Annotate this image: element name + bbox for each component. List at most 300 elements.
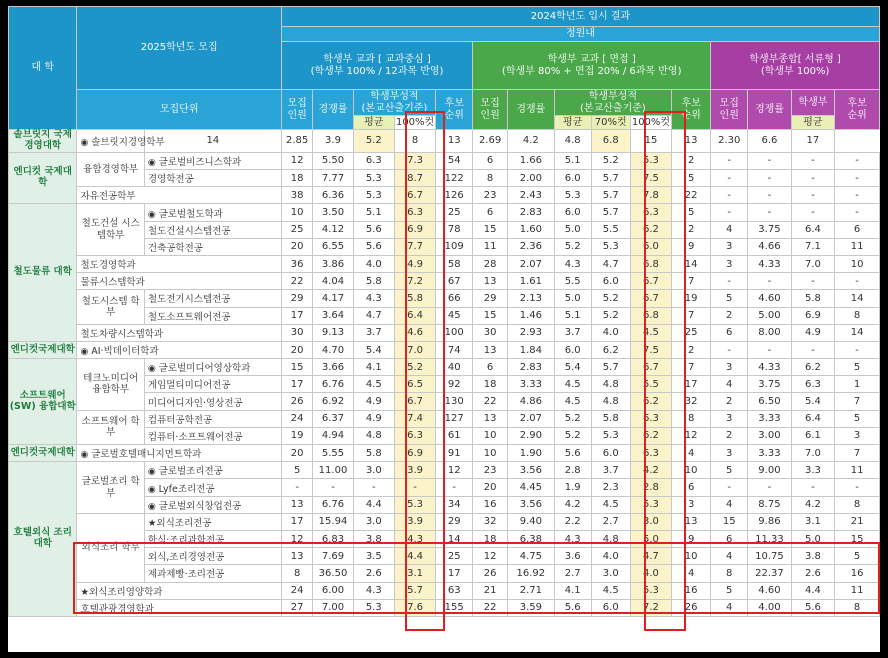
g3-cell: 4.60 [748,290,791,307]
g2-cell: 6.2 [630,393,671,410]
g1-cell: 17 [281,513,313,530]
g2-cell: 3.7 [554,324,591,341]
g3-cell: 3 [711,410,748,427]
header-jeongwonnae: 정원내 [281,27,879,42]
g3-cell: 6.4 [791,221,834,238]
g3-cell: - [835,170,880,187]
g2-cell: 2.7 [591,513,630,530]
g1-cell: 18 [281,170,313,187]
header-g2-avg: 평균 [554,116,591,130]
g2-cell: 5.2 [591,307,630,324]
g2-cell: 5.1 [554,152,591,169]
g2-cell: 4.0 [630,565,671,582]
header-group-3: 학생부종합[ 서류형 ] (학생부 100%) [711,42,880,90]
g2-cell: 3.0 [591,565,630,582]
g1-cell: 20 [281,238,313,255]
table-row [9,341,880,358]
g2-cell: 6.2 [630,427,671,444]
g1-cell: 54 [436,152,473,169]
g2-cell: 19 [672,290,711,307]
header-g1-avg: 평균 [353,116,394,130]
g2-cell: 4.3 [554,530,591,547]
g2-cell: 4.5 [591,496,630,513]
g3-cell: 6 [711,324,748,341]
major-cell: 물류시스템학과 [77,273,281,290]
g2-cell: 6 [473,359,508,376]
dept-cell: 소프트웨어 학부 [77,410,144,444]
g1-cell: 5.8 [394,290,435,307]
g1-cell: 4.3 [394,530,435,547]
g1-cell: 24 [281,410,313,427]
g3-cell: - [711,341,748,358]
header-g1-grade: 학생부성적 (본교산출기준) [353,90,436,116]
g2-cell: 29 [473,290,508,307]
g1-cell: 25 [436,204,473,221]
header-g1-100cut: 100%컷 [395,116,435,128]
g2-cell: 6.2 [630,221,671,238]
g1-cell: 4.6 [394,324,435,341]
g2-cell: 1.61 [507,273,554,290]
univ-cell: 엔디컷 국제대학 [9,152,77,204]
g2-cell: 5.6 [554,599,591,616]
major-cell: 건축공학전공 [144,238,281,255]
g3-cell: - [835,479,880,496]
g3-cell: - [791,204,834,221]
g2-cell: 2.8 [630,479,671,496]
g3-cell: 6.3 [791,376,834,393]
g3-cell: 3.8 [791,548,834,565]
g3-cell: 6.9 [791,307,834,324]
g2-cell: 5 [672,170,711,187]
g3-cell: - [791,479,834,496]
g3-cell: 13 [672,130,711,153]
g1-cell: 12 [436,462,473,479]
g1-cell: 7.77 [313,170,353,187]
g2-cell: 1.46 [507,307,554,324]
g1-cell: 3.1 [394,565,435,582]
g2-cell: 25 [672,324,711,341]
g1-cell: 19 [281,427,313,444]
g3-cell: 8 [711,565,748,582]
g3-cell: 6.6 [748,130,791,153]
g1-cell: 63 [436,582,473,599]
g1-cell: 5.6 [353,238,394,255]
g2-cell: 2.36 [507,238,554,255]
g1-cell: 3.9 [313,130,353,153]
univ-cell: 호텔외식 조리대학 [9,462,77,617]
dept-cell: 철도건설 시스템학부 [77,204,144,256]
g1-cell: 7.2 [394,273,435,290]
g1-cell: 3.7 [353,324,394,341]
g1-cell: 45 [436,307,473,324]
g3-cell: 3 [835,427,880,444]
g3-cell: - [711,204,748,221]
g2-cell: 21 [473,582,508,599]
g1-cell: 66 [436,290,473,307]
g2-cell: 5.5 [554,273,591,290]
g1-cell: 92 [436,376,473,393]
g3-cell: - [791,152,834,169]
g2-cell: 5.2 [554,410,591,427]
g1-cell: 10 [281,204,313,221]
g2-cell: 1.66 [507,152,554,169]
g1-cell: 130 [436,393,473,410]
g3-cell: 5 [711,462,748,479]
g1-cell: 61 [436,427,473,444]
g2-cell: 6 [473,152,508,169]
g3-cell: 3 [711,255,748,272]
g1-cell: 6.36 [313,187,353,204]
g3-cell: 4.60 [748,582,791,599]
header-g1-competition: 경쟁률 [313,90,353,130]
g1-cell: 8 [281,565,313,582]
g2-cell: 5.7 [591,359,630,376]
g2-cell: 7 [672,359,711,376]
g3-cell: - [711,170,748,187]
g1-cell: 6.76 [313,496,353,513]
g1-cell: 20 [281,341,313,358]
g3-cell: - [711,152,748,169]
g3-cell: 5 [835,548,880,565]
g2-cell: 7 [672,307,711,324]
g3-cell: 9.86 [748,513,791,530]
g2-cell: 5.7 [591,204,630,221]
g3-cell: 5.8 [791,290,834,307]
table-row [9,130,880,153]
g2-cell: 4.8 [591,530,630,547]
g1-cell: 12 [281,152,313,169]
g2-cell: 15 [630,130,671,153]
header-g1-waitlist: 후보 순위 [436,90,473,130]
g2-cell: 1.84 [507,341,554,358]
g1-cell: 5.3 [353,170,394,187]
g2-cell: 1.60 [507,221,554,238]
g2-cell: 2.3 [591,479,630,496]
g2-cell: 2.83 [507,359,554,376]
g1-cell: 100 [436,324,473,341]
g1-cell: 7.0 [394,341,435,358]
g2-cell: 6.38 [507,530,554,547]
g2-cell: 4.1 [554,582,591,599]
g3-cell: 4.33 [748,359,791,376]
g2-cell: 3 [672,496,711,513]
g3-cell: - [791,170,834,187]
g2-cell: 4 [672,565,711,582]
g1-cell: 3.64 [313,307,353,324]
header-g2-grade: 학생부성적 (본교산출기준) [554,90,671,116]
g1-cell: 6.3 [394,427,435,444]
g2-cell: 3.56 [507,496,554,513]
g1-cell: 20 [281,445,313,462]
g3-cell: 6.50 [748,393,791,410]
header-g2-100cut: 100%컷 [631,116,671,128]
g2-cell: 4.5 [630,324,671,341]
g3-cell: 4 [711,599,748,616]
g2-cell: 28 [473,255,508,272]
g1-cell: 4.7 [353,307,394,324]
table-row [9,462,880,479]
g3-cell: 2.6 [791,565,834,582]
major-cell: ◉ Lyfe조리전공 [144,479,281,496]
g2-cell: 4.2 [630,462,671,479]
g1-cell: 14 [144,130,281,153]
g2-cell: 7.8 [630,187,671,204]
table-row [9,204,880,221]
g1-cell: 6.37 [313,410,353,427]
g3-cell: 22.37 [748,565,791,582]
g1-cell: 30 [281,324,313,341]
g2-cell: 23 [473,462,508,479]
g2-cell: 4.2 [554,496,591,513]
g2-cell: 6.8 [630,255,671,272]
g2-cell: 6 [473,204,508,221]
g3-cell: - [711,187,748,204]
dept-cell: 외식조리 학부 [77,513,144,582]
g1-cell: 4.04 [313,273,353,290]
g1-cell: 17 [281,307,313,324]
g3-cell: - [748,273,791,290]
g3-cell: - [748,187,791,204]
g2-cell: 2.07 [507,410,554,427]
g1-cell: 4.70 [313,341,353,358]
g2-cell: 20 [473,479,508,496]
g2-cell: 32 [672,393,711,410]
g2-cell: 16.92 [507,565,554,582]
major-cell: 경영학전공 [144,170,281,187]
g1-cell: 4.12 [313,221,353,238]
g2-cell: 5.2 [591,290,630,307]
table-row [9,359,880,376]
g2-cell: 6.0 [554,170,591,187]
g2-cell: 3.0 [630,513,671,530]
g2-cell: 7 [672,273,711,290]
g2-cell: 2.43 [507,187,554,204]
g3-cell: 7.1 [791,238,834,255]
g1-cell: 4.9 [394,255,435,272]
g3-cell: 3.75 [748,376,791,393]
major-cell: ◉ 글로벌비즈니스학과 [144,152,281,169]
g1-cell: 11.00 [313,462,353,479]
g1-cell: 6.92 [313,393,353,410]
univ-cell: 솔브릿지 국제경영대학 [9,130,77,153]
g3-cell: 5 [835,359,880,376]
g1-cell: 6.4 [394,307,435,324]
major-cell: 철도건설시스템전공 [144,221,281,238]
g2-cell: 6.3 [630,204,671,221]
g3-cell: 5 [711,290,748,307]
g3-cell: 3.33 [748,445,791,462]
dept-cell: 철도시스템 학부 [77,290,144,324]
g2-cell: 2 [672,152,711,169]
table-row [9,290,880,307]
g2-cell: 17 [672,376,711,393]
g2-cell: 4.0 [591,324,630,341]
header-g3-waitlist: 후보 순위 [835,90,880,130]
g2-cell: 4.0 [591,548,630,565]
g3-cell: 7 [835,393,880,410]
g2-cell: 16 [672,582,711,599]
g2-cell: 5.3 [591,238,630,255]
g3-cell: 3.3 [791,462,834,479]
g2-cell: 4.5 [591,582,630,599]
g1-cell: 5.50 [313,152,353,169]
g3-cell: - [748,152,791,169]
g2-cell: 8 [672,410,711,427]
g3-cell: 11 [835,582,880,599]
g3-cell: 10.75 [748,548,791,565]
g2-cell: 22 [473,599,508,616]
g2-cell: 4.75 [507,548,554,565]
g2-cell: 30 [473,324,508,341]
g3-cell: - [835,273,880,290]
g1-cell: 3.9 [394,462,435,479]
g2-cell: 2.8 [554,462,591,479]
g2-cell: 4.7 [591,255,630,272]
g2-cell: 3.7 [591,462,630,479]
major-cell: 컴퓨터·소프트웨어전공 [144,427,281,444]
g3-cell: 2 [711,427,748,444]
g2-cell: 4 [672,445,711,462]
g2-cell: 3.56 [507,462,554,479]
g3-cell: 5.6 [791,599,834,616]
g2-cell: 2.13 [507,290,554,307]
g1-cell: 6.9 [394,221,435,238]
g3-cell: 10 [835,255,880,272]
table-row [9,152,880,169]
g1-cell: 7.4 [394,410,435,427]
g1-cell: 29 [281,290,313,307]
table-row [9,582,880,599]
g2-cell: 4.8 [591,393,630,410]
g1-cell: 6.7 [394,393,435,410]
g2-cell: 11 [473,238,508,255]
g2-cell: 3.6 [554,548,591,565]
g1-cell: 6.83 [313,530,353,547]
g1-cell: 7.00 [313,599,353,616]
g1-cell: - [353,479,394,496]
g1-cell: 26 [281,393,313,410]
g1-cell: 58 [436,255,473,272]
g2-cell: 6.0 [591,273,630,290]
g1-cell: 5.4 [353,341,394,358]
g1-cell: 5.8 [353,445,394,462]
g2-cell: 2.2 [554,513,591,530]
g2-cell: 13 [473,273,508,290]
g3-cell: 5 [835,410,880,427]
g1-cell: 2.6 [353,565,394,582]
g3-cell: 5 [711,582,748,599]
g2-cell: 2.83 [507,204,554,221]
g1-cell: 4.94 [313,427,353,444]
univ-cell: 엔디컷국제대학 [9,445,77,462]
g1-cell: 78 [436,221,473,238]
g2-cell: 7.2 [630,599,671,616]
g2-cell: 13 [473,341,508,358]
g2-cell: 12 [672,427,711,444]
g2-cell: 4.86 [507,393,554,410]
g2-cell: 4.8 [591,376,630,393]
g2-cell: 5.4 [554,359,591,376]
g3-cell: 4.33 [748,255,791,272]
g3-cell: 2 [711,393,748,410]
major-cell: ★ 외식조리영양학과 [77,582,281,599]
g2-cell: 22 [473,393,508,410]
g1-cell: 6.3 [394,204,435,221]
g3-cell: - [748,341,791,358]
g2-cell: 6.2 [591,341,630,358]
g1-cell: 5.3 [353,187,394,204]
g2-cell: 15 [473,307,508,324]
g2-cell: 5.2 [554,427,591,444]
results-body [9,130,880,617]
g3-cell: 3 [711,238,748,255]
major-cell: ◉ AI·빅데이터학과 [77,341,281,358]
major-cell: 외식,조리경영전공 [144,548,281,565]
g3-cell: - [791,187,834,204]
g1-cell: 38 [281,187,313,204]
g3-cell: 3.33 [748,410,791,427]
g3-cell: 2 [711,307,748,324]
g1-cell: 9.13 [313,324,353,341]
g3-cell: 4.2 [791,496,834,513]
g2-cell: 9 [672,238,711,255]
g1-cell: 36 [281,255,313,272]
major-cell: 철도경영학과 [77,255,281,272]
g1-cell: 25 [436,548,473,565]
g1-cell: 4.3 [353,582,394,599]
major-cell: 미디어디자인·영상전공 [144,393,281,410]
g1-cell: 40 [436,359,473,376]
g1-cell: 5 [281,462,313,479]
major-cell: ◉ 글로벌외식창업전공 [144,496,281,513]
g3-cell: 4 [711,548,748,565]
g1-cell: 8.7 [394,170,435,187]
g2-cell: 13 [672,513,711,530]
g3-cell: 8 [835,496,880,513]
g1-cell: 12 [281,530,313,547]
g1-cell: 4.1 [353,359,394,376]
g3-cell: 7 [835,445,880,462]
g2-cell: 18 [473,376,508,393]
g2-cell: 2.7 [554,565,591,582]
g1-cell: 15 [281,359,313,376]
g2-cell: 4.5 [554,376,591,393]
g1-cell: 5.55 [313,445,353,462]
g2-cell: 5.3 [591,427,630,444]
g1-cell: 15.94 [313,513,353,530]
g3-cell: - [835,341,880,358]
g1-cell: 7.69 [313,548,353,565]
g3-cell: - [835,152,880,169]
g1-cell: 4.4 [394,548,435,565]
header-group-2: 학생부 교과 [ 면접 ] (학생부 80% + 면접 20% / 6과목 반영) [473,42,711,90]
dept-cell: 융합경영학부 [77,152,144,186]
g1-cell: 4.3 [353,290,394,307]
g3-cell: - [791,273,834,290]
major-cell: 자유전공학부 [77,187,281,204]
g1-cell: 7.7 [394,238,435,255]
header-g1-quota: 모집 인원 [281,90,313,130]
g2-cell: 5.0 [554,290,591,307]
g2-cell: 10 [473,427,508,444]
dept-cell: 글로벌조리 학부 [77,462,144,514]
g2-cell: 5.2 [554,238,591,255]
g3-cell: 11 [835,238,880,255]
g1-cell: - [394,479,435,496]
header-g2-waitlist: 후보 순위 [672,90,711,130]
g2-cell: 32 [473,513,508,530]
g1-cell: 127 [436,410,473,427]
